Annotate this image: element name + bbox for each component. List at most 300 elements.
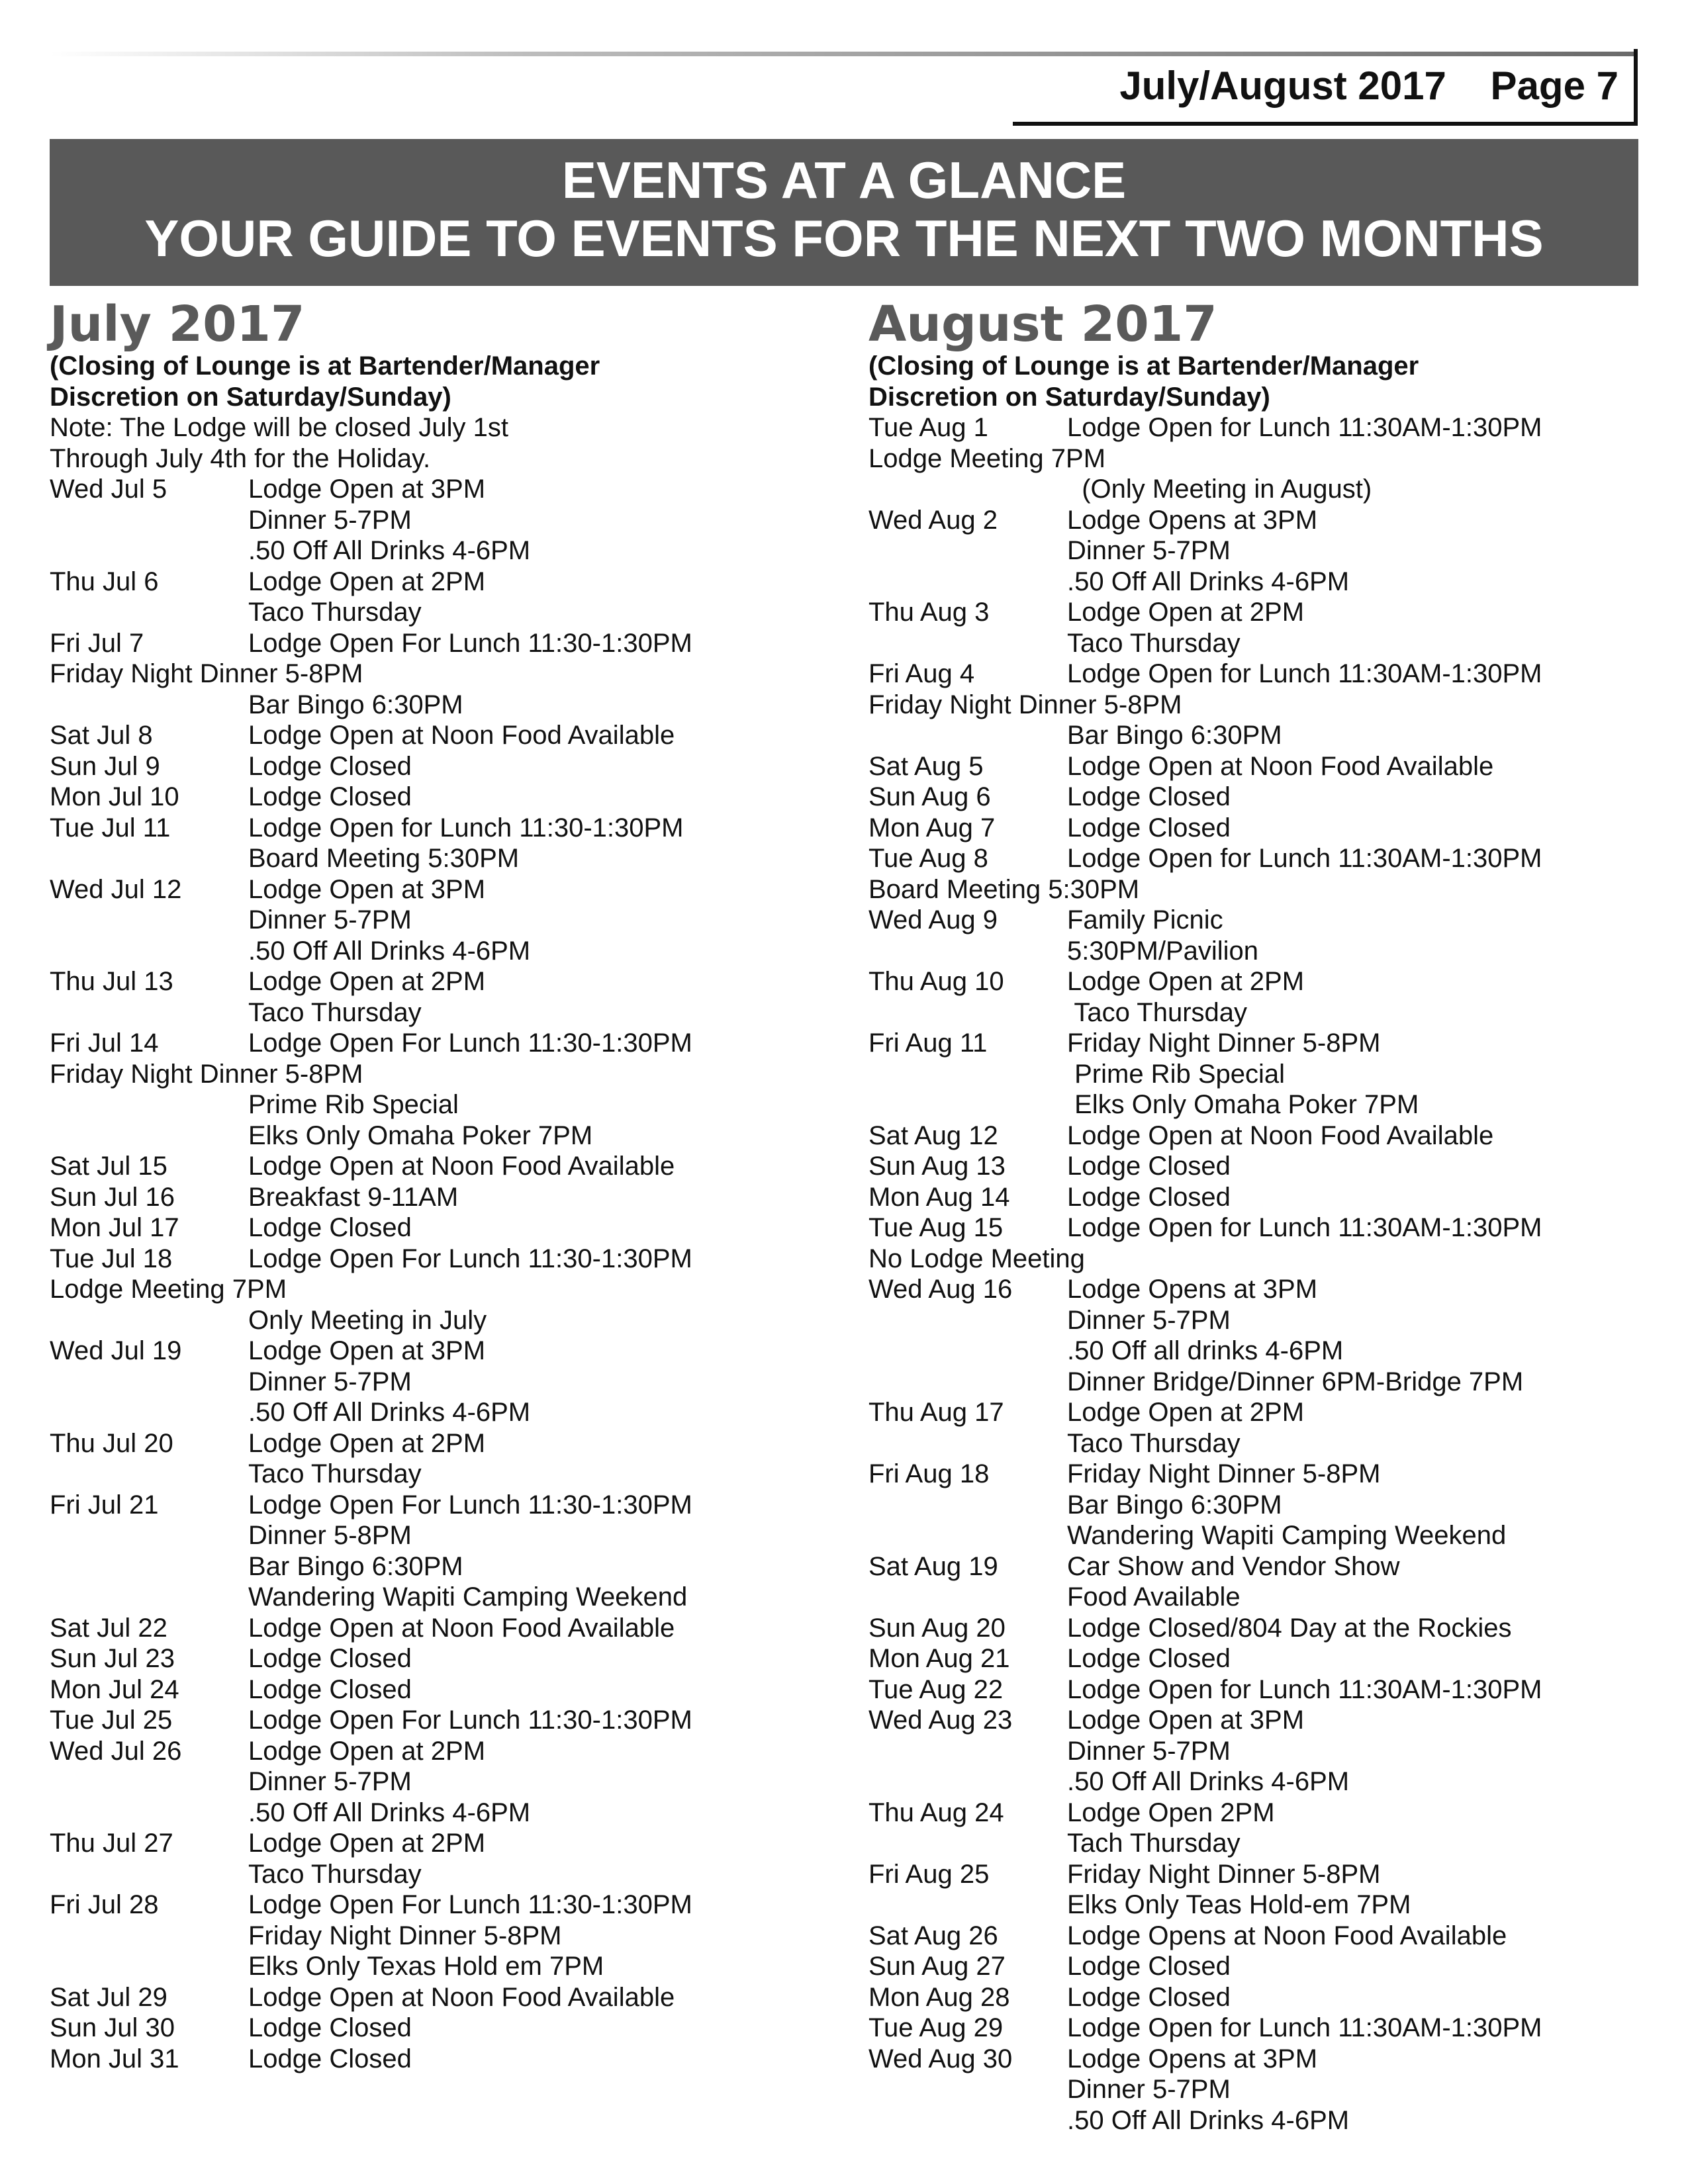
- schedule-note-line: Lodge Meeting 7PM: [868, 443, 1106, 473]
- entry-date: [50, 690, 248, 721]
- entry-date: Mon Aug 28: [868, 1982, 1010, 2012]
- schedule-note-line: Friday Night Dinner 5-8PM: [868, 690, 1182, 719]
- schedule-entry: [50, 1551, 844, 1582]
- entry-text: Lodge Open 2PM: [1067, 1797, 1275, 1827]
- entry-text: Lodge Open For Lunch 11:30-1:30PM: [248, 1706, 692, 1735]
- entry-date: Tue Aug 8: [868, 844, 988, 873]
- entry-text: Lodge Open For Lunch 11:30-1:30PM: [248, 628, 692, 658]
- entry-text: Lodge Open For Lunch 11:30-1:30PM: [248, 1890, 692, 1919]
- entry-text: Bar Bingo 6:30PM: [1067, 721, 1282, 750]
- page-number: Page 7: [1490, 64, 1618, 108]
- entry-date: Thu Jul 20: [50, 1428, 173, 1458]
- entry-date: Fri Jul 14: [50, 1028, 159, 1058]
- entry-text: Lodge Closed: [248, 1674, 412, 1704]
- schedule-entry: [868, 1182, 1663, 1213]
- entry-date: Sat Aug 5: [868, 751, 984, 781]
- schedule-entry: [50, 1336, 844, 1367]
- entry-date: [50, 936, 248, 967]
- july-closing-note-1: (Closing of Lounge is at Bartender/Manager: [50, 351, 600, 381]
- entry-text: Lodge Open at 2PM: [248, 1829, 486, 1858]
- entry-text: Elks Only Texas Hold em 7PM: [248, 1952, 604, 1981]
- entry-text: Lodge Open at 2PM: [1067, 1398, 1305, 1427]
- entry-text: Lodge Closed: [1067, 813, 1231, 842]
- entry-text: Lodge Open at Noon Food Available: [248, 1152, 675, 1181]
- schedule-entry: [868, 1274, 1663, 1305]
- entry-date: [868, 474, 1067, 505]
- schedule-entry: [50, 1982, 844, 2013]
- entry-date: Fri Jul 28: [50, 1890, 159, 1919]
- entry-date: Sun Jul 23: [50, 1644, 175, 1673]
- schedule-entry: [868, 628, 1663, 659]
- entry-date: Sun Jul 16: [50, 1182, 175, 1212]
- entry-text: Lodge Open at Noon Food Available: [1067, 751, 1494, 781]
- entry-date: Wed Aug 9: [868, 905, 998, 934]
- entry-date: Thu Aug 3: [868, 598, 990, 627]
- entry-text: Taco Thursday: [248, 1859, 422, 1889]
- entry-date: Sat Aug 26: [868, 1921, 998, 1950]
- entry-text: 5:30PM/Pavilion: [1067, 936, 1259, 966]
- entry-date: Wed Aug 23: [868, 1706, 1013, 1735]
- august-closing-note-1: (Closing of Lounge is at Bartender/Manager: [868, 351, 1419, 381]
- entry-date: Tue Aug 1: [868, 413, 988, 442]
- entry-text: Lodge Closed/804 Day at the Rockies: [1067, 1613, 1512, 1643]
- entry-text: .50 Off all drinks 4-6PM: [1067, 1336, 1344, 1365]
- entry-date: Wed Aug 16: [868, 1275, 1013, 1304]
- entry-text: Bar Bingo 6:30PM: [248, 1551, 463, 1581]
- schedule-entry: [50, 535, 844, 567]
- schedule-entry: [50, 1212, 844, 1244]
- schedule-entry: [868, 1059, 1663, 1090]
- entry-date: [868, 720, 1067, 751]
- schedule-entry: [50, 628, 844, 659]
- schedule-entry: [868, 1336, 1663, 1367]
- schedule-entry: [868, 905, 1663, 936]
- entry-date: [868, 1367, 1067, 1398]
- schedule-entry: [868, 1397, 1663, 1428]
- schedule-note-line: No Lodge Meeting: [868, 1244, 1085, 1273]
- schedule-entry: [868, 720, 1663, 751]
- schedule-entry: [50, 1766, 844, 1797]
- issue-header: [1119, 62, 1618, 110]
- entry-date: Thu Aug 17: [868, 1398, 1004, 1427]
- entry-text: .50 Off All Drinks 4-6PM: [1067, 567, 1350, 596]
- entry-date: Mon Aug 21: [868, 1644, 1010, 1673]
- entry-text: Lodge Open at 3PM: [1067, 1706, 1305, 1735]
- entry-text: Lodge Closed: [248, 751, 412, 781]
- entry-date: [50, 997, 248, 1028]
- entry-date: [868, 1828, 1067, 1859]
- entry-text: Lodge Open at Noon Food Available: [248, 1982, 675, 2012]
- july-closing-note-2: Discretion on Saturday/Sunday): [50, 382, 451, 412]
- entry-date: [50, 1766, 248, 1797]
- schedule-entry: [50, 567, 844, 598]
- entry-date: [868, 2074, 1067, 2105]
- august-closing-note-2: Discretion on Saturday/Sunday): [868, 382, 1270, 412]
- entry-date: [50, 1367, 248, 1398]
- entry-date: Thu Aug 24: [868, 1797, 1004, 1827]
- entry-date: [868, 628, 1067, 659]
- schedule-entry: [868, 966, 1663, 997]
- entry-text: Lodge Open at 2PM: [248, 567, 486, 596]
- schedule-entry: [868, 412, 1663, 443]
- entry-text: .50 Off All Drinks 4-6PM: [1067, 2105, 1350, 2135]
- entry-text: Lodge Closed: [248, 1644, 412, 1673]
- entry-date: Wed Jul 12: [50, 874, 182, 904]
- entry-date: Tue Jul 18: [50, 1244, 173, 1273]
- entry-date: Fri Jul 7: [50, 628, 144, 658]
- entry-date: [50, 1520, 248, 1551]
- entry-text: Lodge Closed: [1067, 1952, 1231, 1981]
- schedule-entry: [868, 936, 1663, 967]
- entry-text: Lodge Open at 2PM: [1067, 967, 1305, 996]
- schedule-entry: [50, 1244, 844, 1275]
- entry-text: Lodge Opens at 3PM: [1067, 1275, 1318, 1304]
- entry-date: [50, 1797, 248, 1829]
- schedule-entry: [50, 1120, 844, 1152]
- entry-text: Board Meeting 5:30PM: [248, 844, 520, 873]
- schedule-note-line: Lodge Meeting 7PM: [50, 1275, 287, 1304]
- july-column: [50, 298, 844, 2074]
- entry-date: Sat Jul 29: [50, 1982, 167, 2012]
- schedule-entry: [868, 659, 1663, 690]
- entry-date: Fri Aug 25: [868, 1859, 990, 1889]
- schedule-entry: [868, 474, 1663, 505]
- entry-date: Mon Jul 31: [50, 2044, 179, 2073]
- entry-text: Bar Bingo 6:30PM: [248, 690, 463, 719]
- schedule-entry: [868, 2044, 1663, 2075]
- entry-text: Lodge Open for Lunch 11:30AM-1:30PM: [1067, 1213, 1542, 1242]
- entry-text: Elks Only Omaha Poker 7PM: [1067, 1090, 1419, 1119]
- schedule-entry: [50, 1028, 844, 1059]
- schedule-entry: [50, 1367, 844, 1398]
- entry-text: Dinner 5-8PM: [248, 1521, 412, 1550]
- entry-date: Sun Aug 6: [868, 782, 991, 811]
- entry-text: Prime Rib Special: [1067, 1059, 1286, 1089]
- schedule-entry: [50, 1520, 844, 1551]
- entry-text: Lodge Open at 2PM: [1067, 598, 1305, 627]
- entry-date: Tue Jul 25: [50, 1706, 173, 1735]
- entry-date: [868, 567, 1067, 598]
- entry-text: Taco Thursday: [248, 997, 422, 1027]
- entry-date: Mon Aug 7: [868, 813, 996, 842]
- schedule-entry: [868, 1551, 1663, 1582]
- july-note-2: Through July 4th for the Holiday.: [50, 443, 431, 473]
- entry-text: Elks Only Teas Hold-em 7PM: [1067, 1890, 1411, 1919]
- entry-text: Lodge Open at Noon Food Available: [1067, 1120, 1494, 1150]
- schedule-entry: [868, 1766, 1663, 1797]
- schedule-entry: [868, 1613, 1663, 1644]
- schedule-entry: [868, 535, 1663, 567]
- entry-date: Fri Aug 11: [868, 1028, 988, 1058]
- entry-text: Lodge Open for Lunch 11:30AM-1:30PM: [1067, 659, 1542, 688]
- entry-date: Tue Jul 11: [50, 813, 171, 842]
- entry-text: Lodge Open at 3PM: [248, 475, 486, 504]
- schedule-entry: [50, 1490, 844, 1521]
- entry-text: Lodge Opens at 3PM: [1067, 2044, 1318, 2073]
- schedule-entry: [868, 782, 1663, 813]
- schedule-entry: [50, 1459, 844, 1490]
- entry-date: Sat Jul 8: [50, 721, 153, 750]
- july-entries: [50, 474, 844, 2074]
- schedule-entry: [50, 751, 844, 782]
- entry-date: Wed Aug 30: [868, 2044, 1013, 2073]
- schedule-entry: [868, 1028, 1663, 1059]
- schedule-entry: [50, 1797, 844, 1829]
- entry-date: [868, 1059, 1067, 1090]
- schedule-entry: [50, 474, 844, 505]
- schedule-entry: [868, 1797, 1663, 1829]
- entry-date: [50, 1951, 248, 1982]
- entry-date: [868, 1305, 1067, 1336]
- schedule-entry: [868, 1459, 1663, 1490]
- schedule-entry: [868, 1889, 1663, 1921]
- entry-date: Mon Aug 14: [868, 1182, 1010, 1212]
- schedule-entry: [50, 1428, 844, 1459]
- schedule-entry: [50, 874, 844, 905]
- entry-date: [868, 997, 1067, 1028]
- schedule-entry: [50, 905, 844, 936]
- entry-text: Taco Thursday: [248, 598, 422, 627]
- schedule-entry: [50, 1951, 844, 1982]
- schedule-entry: [50, 1582, 844, 1613]
- schedule-note-line: Board Meeting 5:30PM: [868, 874, 1140, 904]
- entry-date: [50, 1459, 248, 1490]
- entry-text: Lodge Closed: [1067, 1182, 1231, 1212]
- entry-date: [868, 1582, 1067, 1613]
- entry-date: [868, 1490, 1067, 1521]
- entry-date: Wed Aug 2: [868, 505, 998, 535]
- schedule-entry: [868, 2074, 1663, 2105]
- entry-date: Sun Aug 20: [868, 1613, 1006, 1643]
- schedule-entry: [868, 813, 1663, 844]
- entry-date: [50, 1859, 248, 1890]
- entry-text: Lodge Open for Lunch 11:30AM-1:30PM: [1067, 2013, 1542, 2042]
- entry-date: [868, 1089, 1067, 1120]
- entry-text: Dinner 5-7PM: [248, 905, 412, 934]
- entry-text: Wandering Wapiti Camping Weekend: [1067, 1521, 1507, 1550]
- schedule-entry: [868, 997, 1663, 1028]
- schedule-entry: [868, 1674, 1663, 1706]
- entry-text: Food Available: [1067, 1582, 1241, 1612]
- schedule-entry: [868, 1705, 1663, 1736]
- entry-text: Lodge Open at 2PM: [248, 1736, 486, 1766]
- entry-text: Lodge Closed: [1067, 782, 1231, 811]
- schedule-entry: [50, 720, 844, 751]
- entry-text: Lodge Closed: [248, 1213, 412, 1242]
- entry-text: Dinner 5-7PM: [1067, 536, 1231, 565]
- events-banner: [50, 139, 1638, 286]
- entry-date: Sat Aug 19: [868, 1551, 998, 1581]
- entry-text: Lodge Open for Lunch 11:30AM-1:30PM: [1067, 844, 1542, 873]
- entry-date: Mon Jul 10: [50, 782, 179, 811]
- entry-text: Lodge Open For Lunch 11:30-1:30PM: [248, 1244, 692, 1273]
- entry-text: Taco Thursday: [1067, 997, 1248, 1027]
- entry-date: [50, 1120, 248, 1152]
- entry-text: Car Show and Vendor Show: [1067, 1551, 1400, 1581]
- entry-text: Lodge Open For Lunch 11:30-1:30PM: [248, 1028, 692, 1058]
- entry-date: [868, 2105, 1067, 2136]
- entry-text: Prime Rib Special: [248, 1090, 459, 1119]
- entry-text: (Only Meeting in August): [1067, 475, 1372, 504]
- entry-date: [868, 1336, 1067, 1367]
- schedule-entry: [868, 1120, 1663, 1152]
- schedule-entry: [868, 1305, 1663, 1336]
- entry-text: Lodge Closed: [248, 2044, 412, 2073]
- entry-date: Sun Aug 27: [868, 1952, 1006, 1981]
- entry-date: [868, 936, 1067, 967]
- entry-text: Lodge Open For Lunch 11:30-1:30PM: [248, 1490, 692, 1520]
- schedule-entry: [868, 1212, 1663, 1244]
- schedule-entry: [868, 1428, 1663, 1459]
- banner-subtitle: YOUR GUIDE TO EVENTS FOR THE NEXT TWO MONTHS: [144, 209, 1544, 267]
- entry-text: .50 Off All Drinks 4-6PM: [248, 1398, 531, 1427]
- entry-text: Taco Thursday: [1067, 628, 1241, 658]
- entry-date: Thu Aug 10: [868, 967, 1004, 996]
- entry-text: Bar Bingo 6:30PM: [1067, 1490, 1282, 1520]
- entry-date: [50, 1582, 248, 1613]
- schedule-entry: [868, 1982, 1663, 2013]
- entry-text: Lodge Open for Lunch 11:30AM-1:30PM: [1067, 413, 1542, 442]
- entry-date: Tue Aug 15: [868, 1213, 1004, 1242]
- entry-date: [50, 1921, 248, 1952]
- entry-date: Fri Aug 4: [868, 659, 975, 688]
- entry-text: Lodge Open at 3PM: [248, 874, 486, 904]
- schedule-entry: [868, 597, 1663, 628]
- schedule-entry: [868, 2105, 1663, 2136]
- schedule-entry: [868, 505, 1663, 536]
- entry-date: Thu Jul 13: [50, 967, 173, 996]
- schedule-entry: [50, 1736, 844, 1767]
- schedule-entry: [868, 1520, 1663, 1551]
- entry-text: Lodge Open for Lunch 11:30-1:30PM: [248, 813, 684, 842]
- schedule-entry: [50, 1151, 844, 1182]
- schedule-entry: [868, 1367, 1663, 1398]
- schedule-entry: [868, 1828, 1663, 1859]
- entry-date: Sat Jul 15: [50, 1152, 167, 1181]
- schedule-entry: [50, 1859, 844, 1890]
- entry-text: .50 Off All Drinks 4-6PM: [248, 1797, 531, 1827]
- schedule-entry: [50, 782, 844, 813]
- schedule-entry: [868, 1582, 1663, 1613]
- entry-date: [868, 1766, 1067, 1797]
- schedule-entry: [868, 2013, 1663, 2044]
- schedule-entry: [50, 1613, 844, 1644]
- schedule-entry: [50, 1889, 844, 1921]
- schedule-entry: [50, 2013, 844, 2044]
- schedule-entry: [50, 966, 844, 997]
- august-entries: [868, 412, 1663, 2136]
- entry-text: Lodge Open at 2PM: [248, 967, 486, 996]
- entry-text: Lodge Closed: [1067, 1982, 1231, 2012]
- entry-date: Tue Aug 22: [868, 1674, 1004, 1704]
- entry-date: [50, 1551, 248, 1582]
- entry-text: Lodge Closed: [248, 2013, 412, 2042]
- entry-text: Elks Only Omaha Poker 7PM: [248, 1120, 593, 1150]
- entry-date: [50, 535, 248, 567]
- entry-text: Lodge Open at 2PM: [248, 1428, 486, 1458]
- entry-date: [50, 505, 248, 536]
- schedule-entry: [50, 1089, 844, 1120]
- entry-text: Lodge Closed: [248, 782, 412, 811]
- entry-date: [50, 1305, 248, 1336]
- entry-date: [50, 1089, 248, 1120]
- august-title: August 2017: [868, 296, 1217, 353]
- entry-text: Dinner 5-7PM: [248, 1367, 412, 1396]
- schedule-entry: [50, 1674, 844, 1706]
- schedule-entry: [868, 1921, 1663, 1952]
- entry-text: Dinner 5-7PM: [248, 1767, 412, 1796]
- schedule-entry: [868, 1089, 1663, 1120]
- july-title: July 2017: [50, 296, 305, 353]
- entry-text: Dinner 5-7PM: [1067, 1305, 1231, 1335]
- entry-text: Lodge Open for Lunch 11:30AM-1:30PM: [1067, 1674, 1542, 1704]
- entry-date: Fri Aug 18: [868, 1459, 990, 1488]
- schedule-entry: [50, 936, 844, 967]
- entry-text: Dinner 5-7PM: [248, 505, 412, 535]
- entry-date: Sat Jul 22: [50, 1613, 167, 1643]
- entry-text: Friday Night Dinner 5-8PM: [1067, 1859, 1381, 1889]
- entry-date: Tue Aug 29: [868, 2013, 1004, 2042]
- entry-text: Lodge Opens at Noon Food Available: [1067, 1921, 1507, 1950]
- entry-text: Friday Night Dinner 5-8PM: [1067, 1028, 1381, 1058]
- entry-text: Dinner 5-7PM: [1067, 1736, 1231, 1766]
- schedule-entry: [50, 1921, 844, 1952]
- entry-date: [50, 597, 248, 628]
- schedule-entry: [868, 567, 1663, 598]
- entry-date: [868, 1428, 1067, 1459]
- schedule-entry: [868, 1951, 1663, 1982]
- entry-date: [50, 905, 248, 936]
- entry-text: .50 Off All Drinks 4-6PM: [248, 936, 531, 966]
- entry-text: Dinner Bridge/Dinner 6PM-Bridge 7PM: [1067, 1367, 1524, 1396]
- entry-text: Lodge Opens at 3PM: [1067, 505, 1318, 535]
- schedule-entry: [50, 813, 844, 844]
- schedule-entry: [50, 1705, 844, 1736]
- entry-date: [868, 1520, 1067, 1551]
- schedule-entry: [50, 690, 844, 721]
- entry-date: Wed Jul 19: [50, 1336, 182, 1365]
- entry-text: Taco Thursday: [1067, 1428, 1241, 1458]
- entry-text: Lodge Open at Noon Food Available: [248, 1613, 675, 1643]
- schedule-entry: [868, 751, 1663, 782]
- entry-text: Lodge Closed: [1067, 1644, 1231, 1673]
- entry-text: Lodge Closed: [1067, 1152, 1231, 1181]
- schedule-entry: [868, 1859, 1663, 1890]
- entry-text: Taco Thursday: [248, 1459, 422, 1488]
- schedule-entry: [50, 1828, 844, 1859]
- july-note-1: Note: The Lodge will be closed July 1st: [50, 413, 508, 442]
- schedule-entry: [868, 1643, 1663, 1674]
- entry-date: Wed Jul 26: [50, 1736, 182, 1766]
- entry-text: Breakfast 9-11AM: [248, 1182, 459, 1212]
- issue-date: July/August 2017: [1119, 64, 1446, 108]
- entry-text: Friday Night Dinner 5-8PM: [1067, 1459, 1381, 1488]
- entry-date: Thu Jul 27: [50, 1829, 173, 1858]
- schedule-entry: [868, 1490, 1663, 1521]
- entry-text: Wandering Wapiti Camping Weekend: [248, 1582, 688, 1612]
- schedule-entry: [868, 843, 1663, 874]
- entry-text: .50 Off All Drinks 4-6PM: [248, 536, 531, 565]
- entry-date: Sun Jul 30: [50, 2013, 175, 2042]
- entry-text: Lodge Open at Noon Food Available: [248, 721, 675, 750]
- august-column: [868, 298, 1663, 2136]
- entry-date: Sat Aug 12: [868, 1120, 998, 1150]
- entry-date: Fri Jul 21: [50, 1490, 159, 1520]
- entry-text: Lodge Open at 3PM: [248, 1336, 486, 1365]
- banner-title: EVENTS AT A GLANCE: [561, 151, 1127, 209]
- entry-date: [868, 1889, 1067, 1921]
- schedule-entry: [50, 2044, 844, 2075]
